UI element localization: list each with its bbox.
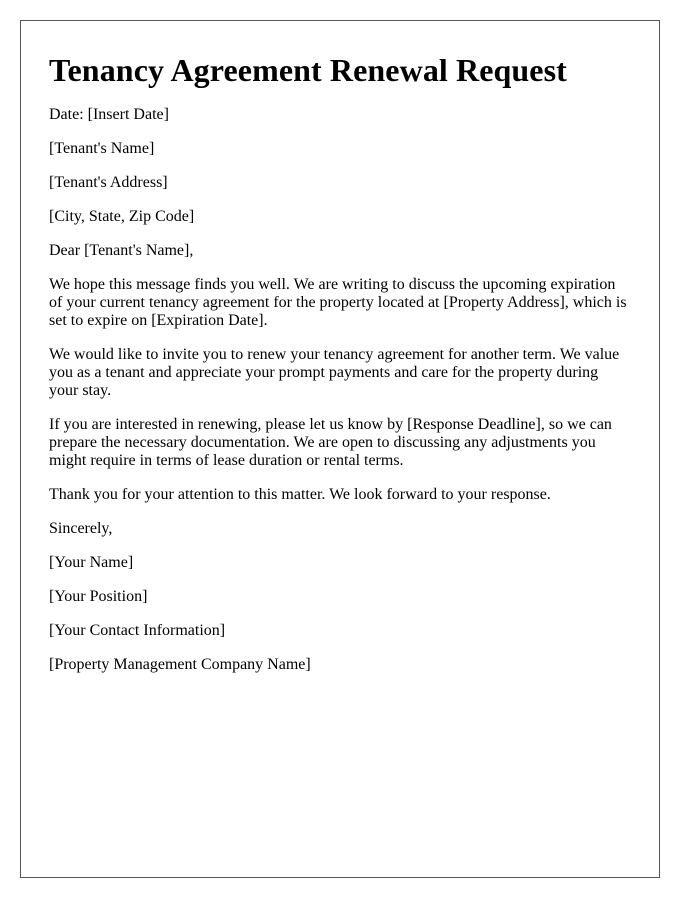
letter-title: Tenancy Agreement Renewal Request xyxy=(49,52,567,88)
body-paragraph-deadline: If you are interested in renewing, please let us know by [Response Deadline], so we can prepare the necessary documentation. We are open to discussing any adjustments you might require in terms of lease duration or rental terms. xyxy=(49,416,612,469)
tenant-name: [Tenant's Name] xyxy=(49,140,155,157)
sender-position: [Your Position] xyxy=(49,588,148,605)
tenant-address: [Tenant's Address] xyxy=(49,174,168,191)
date-line: Date: [Insert Date] xyxy=(49,106,169,123)
closing: Sincerely, xyxy=(49,520,113,537)
sender-name: [Your Name] xyxy=(49,554,134,571)
letter-page xyxy=(20,20,660,878)
company-name: [Property Management Company Name] xyxy=(49,656,311,673)
body-paragraph-invitation: We would like to invite you to renew your tenancy agreement for another term. We value you as a tenant and appreciate your prompt payments and care for the property during your stay. xyxy=(49,346,620,399)
sender-contact: [Your Contact Information] xyxy=(49,622,226,639)
body-paragraph-thanks: Thank you for your attention to this matter. We look forward to your response. xyxy=(49,486,551,503)
body-paragraph-expiration: We hope this message finds you well. We are writing to discuss the upcoming expiration of your current tenancy agreement for the property located at [Property Address], which is set to expire on [Expiration Date]. xyxy=(49,276,627,329)
city-state-zip: [City, State, Zip Code] xyxy=(49,208,195,225)
salutation: Dear [Tenant's Name], xyxy=(49,242,194,259)
